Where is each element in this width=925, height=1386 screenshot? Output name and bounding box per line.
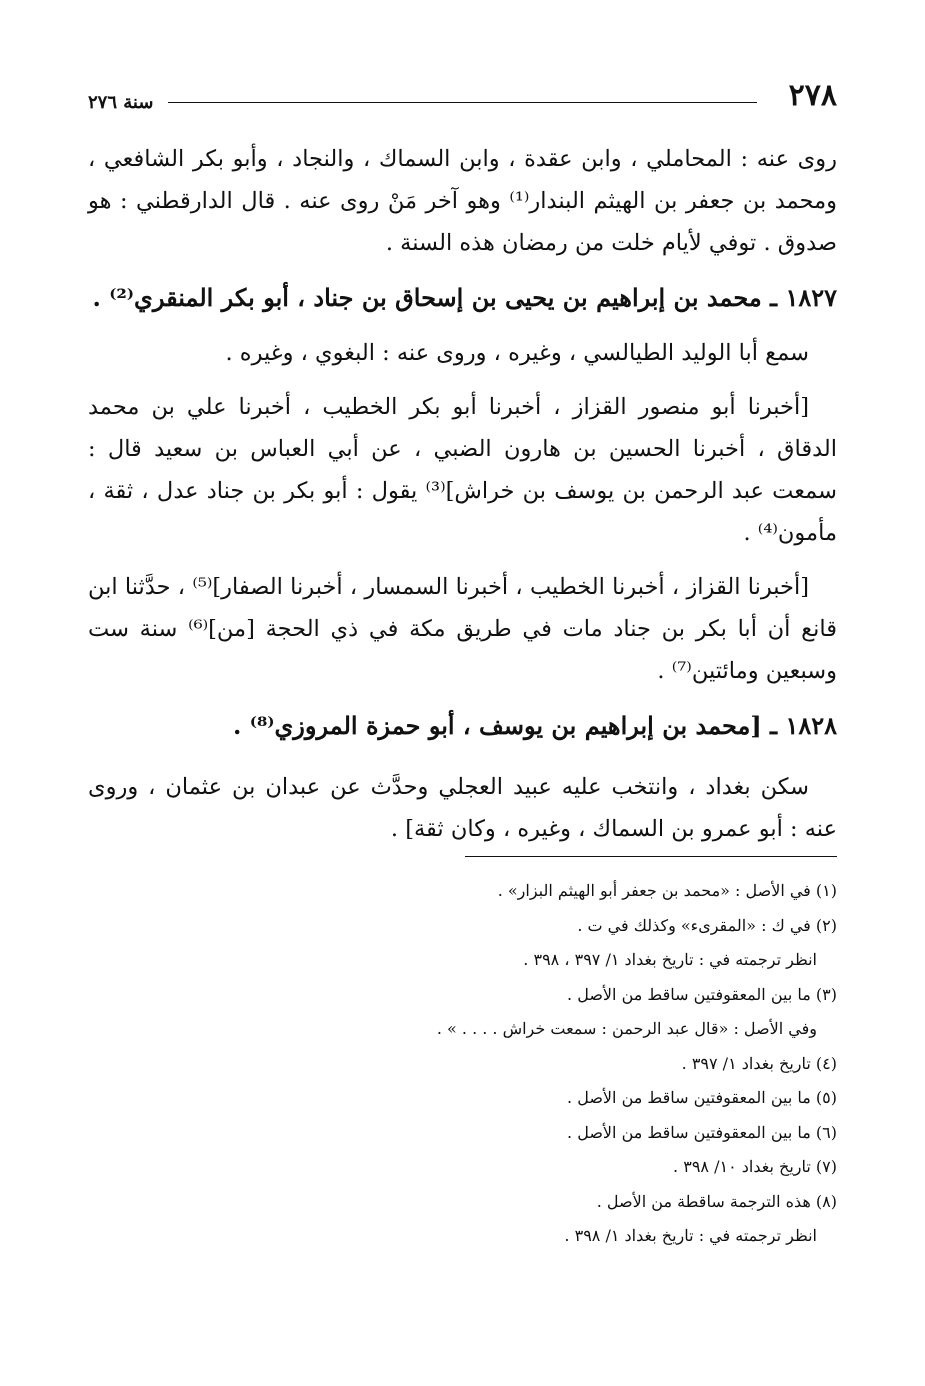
body-text [88, 138, 837, 850]
footnote-separator [465, 856, 837, 857]
footnote-5: (٥) ما بين المعقوفتين ساقط من الأصل . [567, 1088, 837, 1107]
footnote-4: (٤) تاريخ بغداد ١/ ٣٩٧ . [681, 1053, 837, 1073]
footnote-3-continuation: وفي الأصل : «قال عبد الرحمن : سمعت خراش . . . . » . [436, 1019, 817, 1038]
entry-1827-title: ١٨٢٧ ـ محمد بن إبراهيم بن يحيى بن إسحاق بن جناد ، أبو بكر المنقري⁽²⁾ . [92, 283, 837, 312]
paragraph-narrators: روى عنه : المحاملي ، وابن عقدة ، وابن السماك ، والنجاد ، وأبو بكر الشافعي ، ومحمد بن جعفر بن الهيثم البندار⁽¹⁾ وهو آخر مَنْ روى عنه . قال الدارقطني : هو صدوق . توفي لأيام خلت من رمضان هذه السنة . [88, 146, 837, 256]
paragraph-isnad-1: [أخبرنا أبو منصور القزاز ، أخبرنا أبو بكر الخطيب ، أخبرنا علي بن محمد الدقاق ، أخبرنا الحسين بن هارون الضبي ، عن أبي العباس بن سعيد قال : سمعت عبد الرحمن بن يوسف بن خراش]⁽³⁾ يقول : أبو بكر بن جناد عدل ، ثقة ، مأمون⁽⁴⁾ . [88, 394, 837, 546]
book-page [88, 0, 837, 1386]
footnote-3: (٣) ما بين المعقوفتين ساقط من الأصل . [567, 984, 837, 1004]
footnotes [88, 874, 837, 1254]
paragraph-heard-from: سمع أبا الوليد الطيالسي ، وغيره ، وروى عنه : البغوي ، وغيره . [225, 340, 809, 366]
page-header [88, 78, 837, 118]
footnote-2-continuation: انظر ترجمته في : تاريخ بغداد ١/ ٣٩٧ ، ٣٩٨ . [523, 950, 817, 969]
footnote-2: (٢) في ك : «المقرىء» وكذلك في ت . [577, 915, 837, 935]
footnote-7: (٧) تاريخ بغداد ١٠/ ٣٩٨ . [673, 1157, 837, 1176]
footnote-8-continuation: انظر ترجمته في : تاريخ بغداد ١/ ٣٩٨ . [564, 1226, 817, 1245]
paragraph-isnad-2: [أخبرنا القزاز ، أخبرنا الخطيب ، أخبرنا السمسار ، أخبرنا الصفار]⁽⁵⁾ ، حدَّثنا ابن قانع أن أبا بكر بن جناد مات في طريق مكة في ذي الحجة [من]⁽⁶⁾ سنة ست وسبعين ومائتين⁽⁷⁾ . [88, 574, 837, 684]
paragraph-residence: سكن بغداد ، وانتخب عليه عبيد العجلي وحدَّث عن عبدان بن عثمان ، وروى عنه : أبو عمرو بن السماك ، وغيره ، وكان ثقة] . [88, 774, 837, 842]
footnote-8: (٨) هذه الترجمة ساقطة من الأصل . [596, 1191, 837, 1211]
footnote-6: (٦) ما بين المعقوفتين ساقط من الأصل . [567, 1122, 837, 1142]
page-number: ٢٧٨ [788, 78, 837, 113]
header-rule [168, 102, 757, 103]
running-head: سنة ٢٧٦ [88, 92, 154, 113]
entry-1828-title: ١٨٢٨ ـ [محمد بن إبراهيم بن يوسف ، أبو حمزة المروزي⁽⁸⁾ . [233, 711, 837, 740]
footnote-1: (١) في الأصل : «محمد بن جعفر أبو الهيثم البزار» . [497, 881, 837, 900]
